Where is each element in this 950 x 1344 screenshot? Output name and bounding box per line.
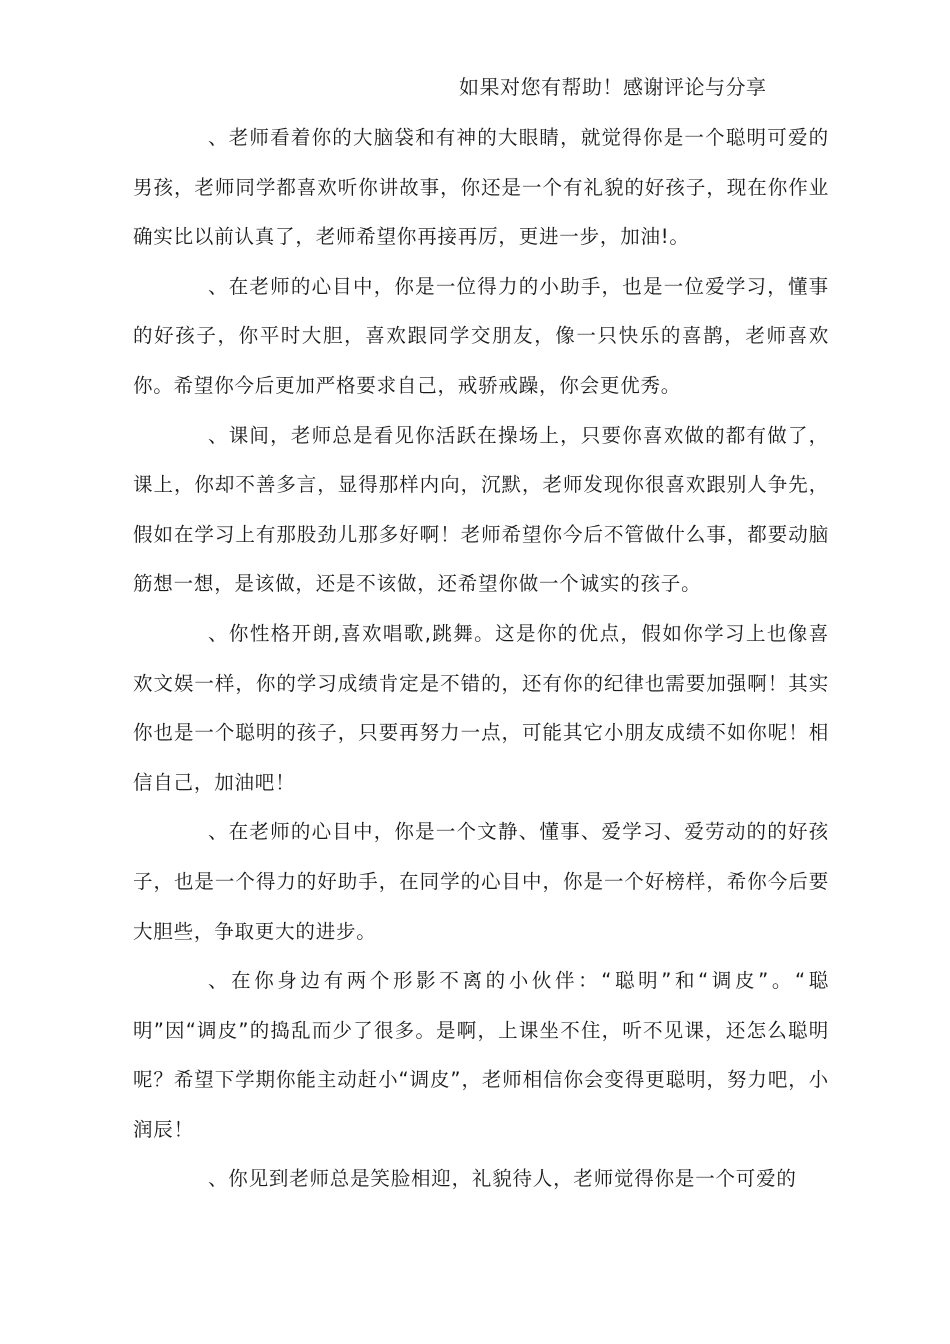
paragraph-4: 、你性格开朗,喜欢唱歌,跳舞。这是你的优点，假如你学习上也像喜欢文娱一样，你的学习成绩肯定是不错的，还有你的纪律也需要加强啊！其实你也是一个聪明的孩子，只要再努力一点，可能其它小朋友成绩不如你呢！相信自己，加油吧！	[133, 621, 829, 794]
paragraph-2: 、在老师的心目中，你是一位得力的小助手，也是一位爱学习，懂事的好孩子，你平时大胆，喜欢跟同学交朋友，像一只快乐的喜鹊，老师喜欢你。希望你今后更加严格要求自己，戒骄戒躁，你会更优秀。	[133, 274, 829, 397]
paragraph-5: 、在老师的心目中，你是一个文静、懂事、爱学习、爱劳动的的好孩子，也是一个得力的好助手，在同学的心目中，你是一个好榜样，希你今后要大胆些，争取更大的进步。	[133, 820, 829, 943]
paragraph-1: 、老师看着你的大脑袋和有神的大眼睛，就觉得你是一个聪明可爱的男孩，老师同学都喜欢听你讲故事，你还是一个有礼貌的好孩子，现在你作业确实比以前认真了，老师希望你再接再厉，更进一步，加油!。	[133, 126, 829, 249]
paragraph-7: 、你见到老师总是笑脸相迎，礼貌待人，老师觉得你是一个可爱的	[208, 1167, 797, 1191]
paragraph-6: 、在你身边有两个形影不离的小伙伴：“聪明”和“调皮”。“聪明”因“调皮”的捣乱而少了很多。是啊，上课坐不住，听不见课，还怎么聪明呢？希望下学期你能主动赶小“调皮”，老师相信你会变得更聪明，努力吧，小润辰！	[133, 969, 829, 1141]
header-note: 如果对您有帮助！感谢评论与分享	[459, 75, 767, 99]
paragraph-3: 、课间，老师总是看见你活跃在操场上，只要你喜欢做的都有做了，课上，你却不善多言，显得那样内向，沉默，老师发现你很喜欢跟别人争先，假如在学习上有那股劲儿那多好啊！老师希望你今后不管做什么事，都要动脑筋想一想，是该做，还是不该做，还希望你做一个诚实的孩子。	[133, 423, 829, 596]
document-body	[133, 113, 829, 1204]
